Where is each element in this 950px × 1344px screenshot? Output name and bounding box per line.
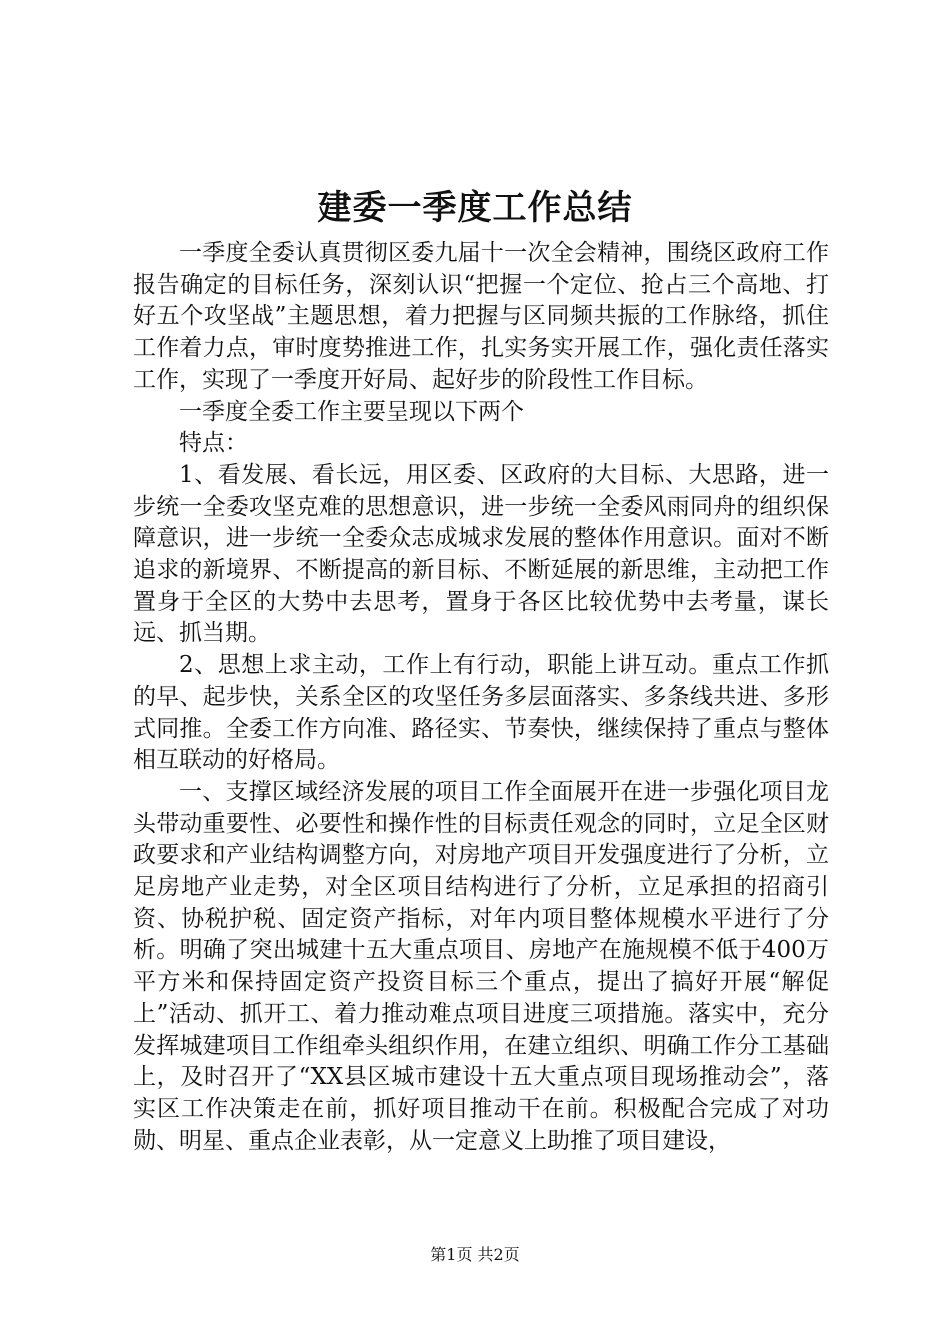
page-footer: 第1页 共2页 <box>430 1245 520 1264</box>
paragraph-features-label: 特点： <box>179 430 248 457</box>
document-body <box>133 238 829 1157</box>
paragraph-section-1: 一、支撑区域经济发展的项目工作全面展开在进一步强化项目龙头带动重要性、必要性和操作性的目标责任观念的同时，立足全区财政要求和产业结构调整方向，对房地产项目开发强度进行了分析，立足房地产业走势，对全区项目结构进行了分析，立足承担的招商引资、协税护税、固定资产指标，对年内项目整体规模水平进行了分析。明确了突出城建十五大重点项目、房地产在施规模不低于400万平方米和保持固定资产投资目标三个重点，提出了搞好开展“解促上”活动、抓开工、着力推动难点项目进度三项措施。落实中，充分发挥城建项目工作组牵头组织作用，在建立组织、明确工作分工基础上，及时召开了“XX县区城市建设十五大重点项目现场推动会”，落实区工作决策走在前，抓好项目推动干在前。积极配合完成了对功勋、明星、重点企业表彰，从一定意义上助推了项目建设， <box>133 778 829 1154</box>
paragraph-feature-1: 1、看发展、看长远，用区委、区政府的大目标、大思路，进一步统一全委攻坚克难的思想意识，进一步统一全委风雨同舟的组织保障意识，进一步统一全委众志成城求发展的整体作用意识。面对不断追求的新境界、不断提高的新目标、不断延展的新思维，主动把工作置身于全区的大势中去思考，置身于各区比较优势中去考量，谋长远、抓当期。 <box>133 461 829 647</box>
document-title: 建委一季度工作总结 <box>317 188 633 228</box>
paragraph-intro: 一季度全委认真贯彻区委九届十一次全会精神，围绕区政府工作报告确定的目标任务，深刻认识“把握一个定位、抢占三个高地、打好五个攻坚战”主题思想，着力把握与区同频共振的工作脉络，抓住工作着力点，审时度势推进工作，扎实务实开展工作，强化责任落实工作，实现了一季度开好局、起好步的阶段性工作目标。 <box>133 240 829 393</box>
paragraph-feature-2: 2、思想上求主动，工作上有行动，职能上讲互动。重点工作抓的早、起步快，关系全区的攻坚任务多层面落实、多条线共进、多形式同推。全委工作方向准、路径实、节奏快，继续保持了重点与整体相互联动的好格局。 <box>133 652 829 774</box>
paragraph-summary-lead: 一季度全委工作主要呈现以下两个 <box>179 398 524 425</box>
